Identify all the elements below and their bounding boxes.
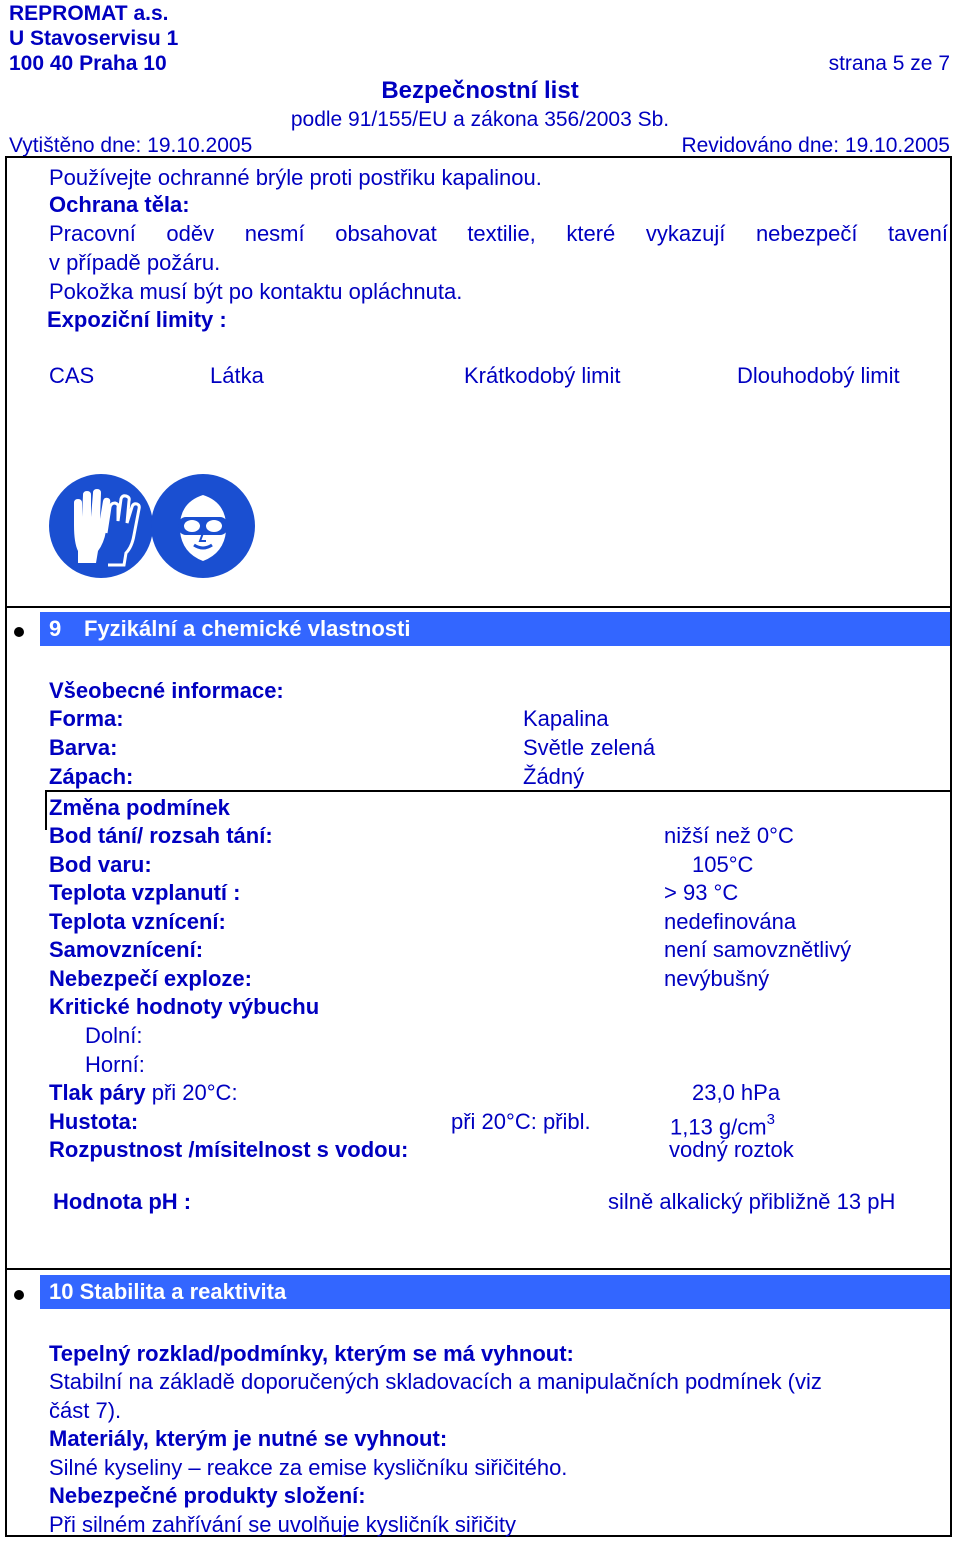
table-header-long-limit: Dlouhodobý limit xyxy=(737,363,900,388)
explosion-label: Nebezpečí exploze: xyxy=(49,966,252,991)
melting-label: Bod tání/ rozsah tání: xyxy=(49,823,273,848)
density-label: Hustota: xyxy=(49,1109,139,1134)
form-value: Kapalina xyxy=(523,706,609,731)
ph-label: Hodnota pH : xyxy=(53,1189,192,1214)
vapor-pressure-value: 23,0 hPa xyxy=(692,1080,781,1105)
eye-protection-text: Používejte ochranné brýle proti postřiku kapalinou. xyxy=(49,165,542,190)
ignition-label: Teplota vznícení: xyxy=(49,909,226,934)
table-header-cas: CAS xyxy=(49,363,95,388)
body-protection-line2: v případě požáru. xyxy=(49,250,221,275)
skin-text: Pokožka musí být po kontaktu opláchnuta. xyxy=(49,279,463,304)
section-divider xyxy=(5,606,952,608)
section-10-bar xyxy=(40,1275,950,1309)
solubility-value: vodný roztok xyxy=(669,1137,794,1162)
company-street: U Stavoservisu 1 xyxy=(9,27,179,50)
section-bullet xyxy=(14,1290,24,1300)
decomposition-line2: část 7). xyxy=(49,1398,122,1423)
decomposition-line1: Stabilní na základě doporučených skladovacích a manipulačních podmínek (viz xyxy=(49,1369,822,1394)
odor-value: Žádný xyxy=(523,764,585,789)
body-protection-line1: Pracovní oděv nesmí obsahovat textilie, které vykazují nebezpečí tavení xyxy=(49,221,948,246)
color-label: Barva: xyxy=(49,735,118,760)
density-value: 1,13 g/cm xyxy=(670,1114,767,1140)
table-divider-vertical xyxy=(45,790,47,830)
section-10-title: 10 Stabilita a reaktivita xyxy=(49,1279,287,1304)
vapor-pressure-row xyxy=(49,1080,238,1106)
company-name: REPROMAT a.s. xyxy=(9,2,169,25)
density-condition: při 20°C: přibl. xyxy=(451,1109,591,1134)
section-divider xyxy=(5,1268,952,1270)
form-label: Forma: xyxy=(49,706,124,731)
self-ignition-value: není samovznětlivý xyxy=(664,937,852,962)
self-ignition-label: Samovznícení: xyxy=(49,937,204,962)
body-protection-heading: Ochrana těla: xyxy=(49,192,190,217)
melting-value: nižší než 0°C xyxy=(664,823,794,848)
company-city: 100 40 Praha 10 xyxy=(9,52,167,75)
goggles-icon xyxy=(150,473,256,579)
section-9-number: 9 xyxy=(49,616,62,641)
avoid-materials-heading: Materiály, kterým je nutné se vyhnout: xyxy=(49,1426,448,1451)
boiling-label: Bod varu: xyxy=(49,852,152,877)
regulation: podle 91/155/EU a zákona 356/2003 Sb. xyxy=(290,108,670,131)
decomposition-heading: Tepelný rozklad/podmínky, kterým se má vyhnout: xyxy=(49,1341,574,1366)
conditions-heading: Změna podmínek xyxy=(49,795,230,820)
odor-label: Zápach: xyxy=(49,764,134,789)
lower-limit-label: Dolní: xyxy=(85,1023,143,1048)
solubility-label: Rozpustnost /mísitelnost s vodou: xyxy=(49,1137,409,1162)
vapor-pressure-condition: při 20°C: xyxy=(145,1080,238,1105)
printed-date: Vytištěno dne: 19.10.2005 xyxy=(9,134,253,157)
ignition-value: nedefinována xyxy=(664,909,797,934)
table-divider xyxy=(45,790,952,792)
hazardous-products-heading: Nebezpečné produkty složení: xyxy=(49,1483,366,1508)
density-value-group xyxy=(670,1109,775,1140)
vapor-pressure-label: Tlak páry xyxy=(49,1080,146,1105)
page-number: strana 5 ze 7 xyxy=(828,52,950,75)
explosion-limits-heading: Kritické hodnoty výbuchu xyxy=(49,994,320,1019)
revised-date: Revidováno dne: 19.10.2005 xyxy=(681,134,950,157)
explosion-value: nevýbušný xyxy=(664,966,770,991)
color-value: Světle zelená xyxy=(523,735,656,760)
section-bullet xyxy=(14,627,24,637)
table-header-substance: Látka xyxy=(210,363,264,388)
flash-point-value: > 93 °C xyxy=(664,880,739,905)
ph-value: silně alkalický přibližně 13 pH xyxy=(608,1189,896,1214)
exposure-limits-heading: Expoziční limity : xyxy=(47,307,227,332)
general-info-heading: Všeobecné informace: xyxy=(49,678,284,703)
table-header-short-limit: Krátkodobý limit xyxy=(464,363,621,388)
boiling-value: 105°C xyxy=(692,852,754,877)
flash-point-label: Teplota vzplanutí : xyxy=(49,880,241,905)
density-superscript: 3 xyxy=(766,1111,775,1128)
section-9-bar xyxy=(40,612,950,646)
gloves-icon xyxy=(48,473,154,579)
section-9-title: Fyzikální a chemické vlastnosti xyxy=(84,616,411,641)
doc-title: Bezpečnostní list xyxy=(381,77,579,104)
upper-limit-label: Horní: xyxy=(85,1052,145,1077)
hazardous-products-text: Při silném zahřívání se uvolňuje kysličník siřičity xyxy=(49,1512,517,1537)
avoid-materials-text: Silné kyseliny – reakce za emise kysličníku siřičitého. xyxy=(49,1455,568,1480)
